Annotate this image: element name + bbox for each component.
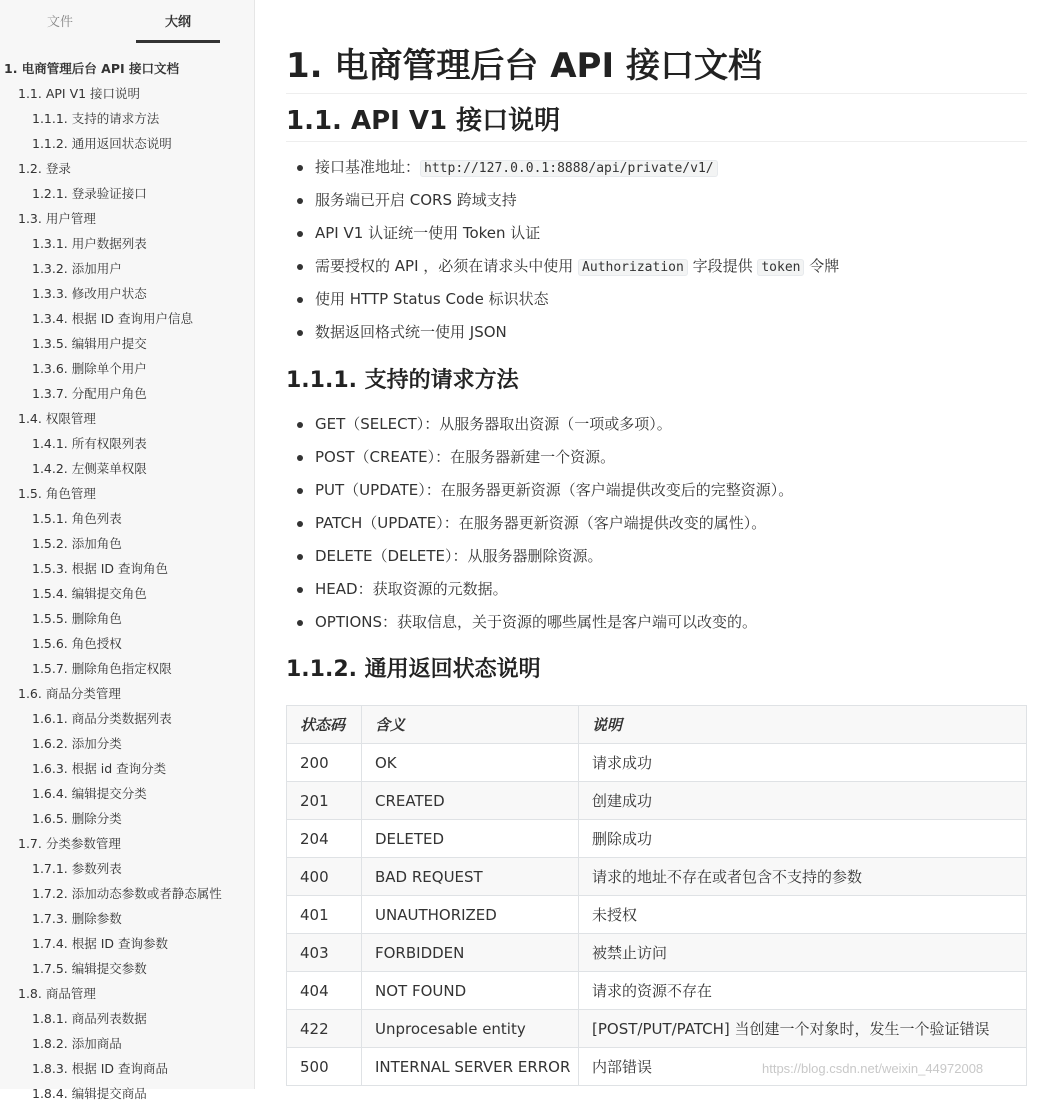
section-heading-status: 1.1.2. 通用返回状态说明 (286, 657, 541, 682)
outline-item[interactable]: 1.4.2. 左侧菜单权限 (32, 461, 147, 476)
outline-item[interactable]: 1.6.4. 编辑提交分类 (32, 786, 147, 801)
outline-item[interactable]: 1.6.5. 删除分类 (32, 811, 122, 826)
list-item: PATCH（UPDATE）：在服务器更新资源（客户端提供改变的属性）。 (286, 507, 793, 540)
outline-item[interactable]: 1.6.1. 商品分类数据列表 (32, 711, 172, 726)
list-item (286, 217, 839, 250)
outline-list (0, 56, 254, 1106)
meaning-cell: INTERNAL SERVER ERROR (362, 1048, 579, 1086)
description-cell: 被禁止访问 (579, 934, 1027, 972)
inline-code: token (757, 259, 804, 276)
outline-item[interactable]: 1.5.3. 根据 ID 查询角色 (32, 561, 169, 576)
meaning-cell: FORBIDDEN (362, 934, 579, 972)
status-code-cell: 200 (287, 744, 362, 782)
meaning-cell: NOT FOUND (362, 972, 579, 1010)
outline-item[interactable]: 1.1.2. 通用返回状态说明 (32, 136, 172, 151)
list-item (286, 250, 839, 283)
outline-item[interactable]: 1.3.7. 分配用户角色 (32, 386, 147, 401)
outline-item[interactable]: 1.4. 权限管理 (18, 411, 96, 426)
meaning-cell: UNAUTHORIZED (362, 896, 579, 934)
description-cell: 请求的资源不存在 (579, 972, 1027, 1010)
outline-item[interactable]: 1.3.2. 添加用户 (32, 261, 122, 276)
document-title: 1. 电商管理后台 API 接口文档 (286, 41, 1027, 94)
inline-code: http://127.0.0.1:8888/api/private/v1/ (420, 160, 718, 177)
description-cell: 创建成功 (579, 782, 1027, 820)
outline-item[interactable]: 1.6.2. 添加分类 (32, 736, 122, 751)
outline-item[interactable]: 1.3. 用户管理 (18, 211, 96, 226)
list-item: PUT（UPDATE）：在服务器更新资源（客户端提供改变后的完整资源）。 (286, 474, 793, 507)
document-content (286, 0, 1027, 1089)
table-row (287, 972, 1027, 1010)
table-header-row (287, 706, 1027, 744)
status-code-cell: 422 (287, 1010, 362, 1048)
list-item-text: API V1 认证统一使用 Token 认证 (315, 224, 541, 242)
sidebar-tabs (0, 0, 254, 44)
status-code-cell: 500 (287, 1048, 362, 1086)
outline-item[interactable]: 1.3.5. 编辑用户提交 (32, 336, 147, 351)
outline-item[interactable]: 1.5.4. 编辑提交角色 (32, 586, 147, 601)
meaning-cell: DELETED (362, 820, 579, 858)
table-header-meaning: 含义 (362, 706, 579, 744)
status-code-cell: 204 (287, 820, 362, 858)
status-table (286, 705, 1027, 1086)
list-item (286, 184, 839, 217)
list-item: GET（SELECT）：从服务器取出资源（一项或多项）。 (286, 408, 793, 441)
outline-item[interactable]: 1.5.1. 角色列表 (32, 511, 122, 526)
description-cell: 未授权 (579, 896, 1027, 934)
outline-item[interactable]: 1.5.6. 角色授权 (32, 636, 122, 651)
outline-item[interactable]: 1.3.4. 根据 ID 查询用户信息 (32, 311, 194, 326)
status-code-cell: 404 (287, 972, 362, 1010)
table-row (287, 782, 1027, 820)
outline-item[interactable]: 1.5.5. 删除角色 (32, 611, 122, 626)
table-row (287, 744, 1027, 782)
status-code-cell: 201 (287, 782, 362, 820)
list-item (286, 151, 839, 184)
outline-item[interactable]: 1.1.1. 支持的请求方法 (32, 111, 160, 126)
status-code-cell: 401 (287, 896, 362, 934)
outline-item[interactable]: 1.8.3. 根据 ID 查询商品 (32, 1061, 169, 1076)
list-item-text: 服务端已开启 CORS 跨域支持 (315, 191, 517, 209)
list-item: POST（CREATE）：在服务器新建一个资源。 (286, 441, 793, 474)
outline-item[interactable]: 1.7. 分类参数管理 (18, 836, 121, 851)
table-row (287, 1010, 1027, 1048)
list-item: DELETE（DELETE）：从服务器删除资源。 (286, 540, 793, 573)
outline-item[interactable]: 1.2.1. 登录验证接口 (32, 186, 147, 201)
meaning-cell: OK (362, 744, 579, 782)
outline-item[interactable]: 1.7.5. 编辑提交参数 (32, 961, 147, 976)
api-notes-list (286, 151, 839, 349)
outline-item[interactable]: 1.7.3. 删除参数 (32, 911, 122, 926)
table-row (287, 820, 1027, 858)
outline-item[interactable]: 1.7.4. 根据 ID 查询参数 (32, 936, 169, 951)
description-cell: 删除成功 (579, 820, 1027, 858)
outline-item[interactable]: 1.6. 商品分类管理 (18, 686, 121, 701)
sidebar (0, 0, 255, 1101)
status-code-cell: 400 (287, 858, 362, 896)
meaning-cell: CREATED (362, 782, 579, 820)
outline-item[interactable]: 1.8.4. 编辑提交商品 (32, 1086, 147, 1101)
outline-item[interactable]: 1.5.7. 删除角色指定权限 (32, 661, 172, 676)
watermark: https://blog.csdn.net/weixin_44972008 (762, 1061, 984, 1076)
outline-item[interactable]: 1.8.1. 商品列表数据 (32, 1011, 147, 1026)
table-header-code: 状态码 (287, 706, 362, 744)
outline-item[interactable]: 1.8.2. 添加商品 (32, 1036, 122, 1051)
list-item-text: 接口基准地址： (315, 158, 421, 176)
table-header-description: 说明 (579, 706, 1027, 744)
outline-item[interactable]: 1.3.1. 用户数据列表 (32, 236, 147, 251)
list-item-text: 数据返回格式统一使用 JSON (315, 323, 507, 341)
meaning-cell: BAD REQUEST (362, 858, 579, 896)
outline-item[interactable]: 1.5.2. 添加角色 (32, 536, 122, 551)
outline-item[interactable]: 1.2. 登录 (18, 161, 71, 176)
list-item: HEAD：获取资源的元数据。 (286, 573, 793, 606)
outline-item[interactable]: 1. 电商管理后台 API 接口文档 (4, 61, 179, 76)
description-cell: 请求的地址不存在或者包含不支持的参数 (579, 858, 1027, 896)
outline-item[interactable]: 1.7.1. 参数列表 (32, 861, 122, 876)
description-cell: 请求成功 (579, 744, 1027, 782)
outline-item[interactable]: 1.4.1. 所有权限列表 (32, 436, 147, 451)
meaning-cell: Unprocesable entity (362, 1010, 579, 1048)
table-row (287, 934, 1027, 972)
status-code-cell: 403 (287, 934, 362, 972)
description-cell: [POST/PUT/PATCH] 当创建一个对象时，发生一个验证错误 (579, 1010, 1027, 1048)
section-heading-api-v1: 1.1. API V1 接口说明 (286, 101, 1027, 142)
section-heading-methods: 1.1.1. 支持的请求方法 (286, 368, 519, 393)
list-item: OPTIONS：获取信息，关于资源的哪些属性是客户端可以改变的。 (286, 606, 793, 639)
outline-item[interactable]: 1.3.6. 删除单个用户 (32, 361, 147, 376)
list-item (286, 283, 839, 316)
list-item-text: 需要授权的 API ，必须在请求头中使用 (315, 257, 579, 275)
list-item (286, 316, 839, 349)
outline-item[interactable]: 1.8. 商品管理 (18, 986, 96, 1001)
list-item-text: 使用 HTTP Status Code 标识状态 (315, 290, 549, 308)
table-row (287, 896, 1027, 934)
tab-outline[interactable]: 大纲 (136, 0, 220, 43)
table-row (287, 858, 1027, 896)
outline-item[interactable]: 1.1. API V1 接口说明 (18, 86, 141, 101)
outline-item[interactable]: 1.7.2. 添加动态参数或者静态属性 (32, 886, 222, 901)
tab-files[interactable]: 文件 (46, 15, 73, 30)
outline-item[interactable]: 1.3.3. 修改用户状态 (32, 286, 147, 301)
methods-list (286, 408, 793, 639)
description-cell: 内部错误 (579, 1048, 1027, 1086)
list-item-text: 令牌 (804, 257, 840, 275)
list-item-text: 字段提供 (687, 257, 758, 275)
outline-item[interactable]: 1.5. 角色管理 (18, 486, 96, 501)
outline-item[interactable]: 1.6.3. 根据 id 查询分类 (32, 761, 167, 776)
inline-code: Authorization (578, 259, 688, 276)
